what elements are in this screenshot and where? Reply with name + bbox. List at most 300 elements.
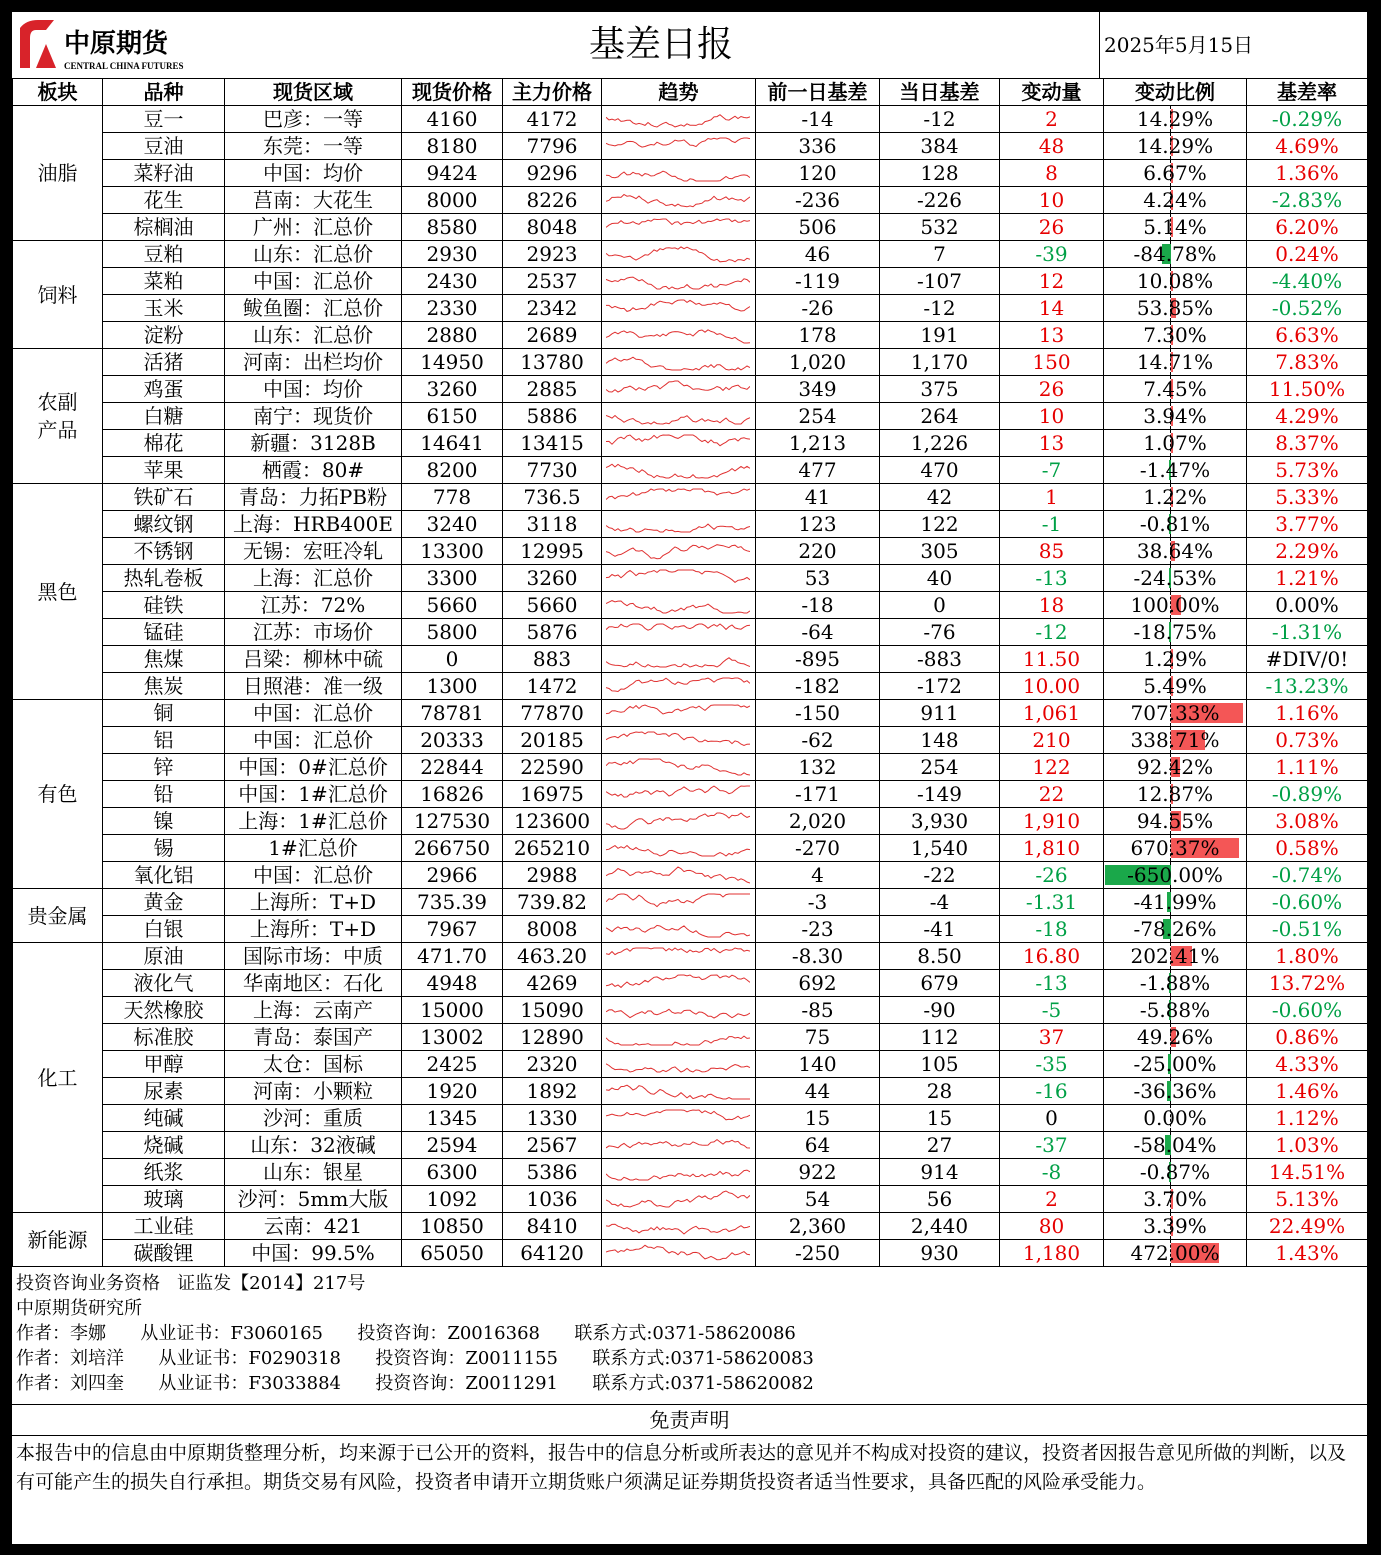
prev-basis: 15 [756,1105,880,1132]
column-header: 现货价格 [402,79,503,106]
disclaimer-text: 本报告中的信息由中原期货整理分析，均来源于已公开的资料，报告中的信息分析或所表达的意见并不构成对投资的建议，投资者因报告意见所做的判断，以及有可能产生的损失自行承担。期货交易有风险，投资者申请开立期货账户须满足证券期货投资者适当性要求，具备匹配的风险承受能力。 [16,1442,1347,1493]
ratio-value: 6.67% [1143,161,1207,185]
spot-region: 华南地区：石化 [225,970,402,997]
prev-basis: 4 [756,862,880,889]
cur-basis: 7 [880,241,1000,268]
cur-basis: 1,226 [880,430,1000,457]
basis-change: 10.00 [1000,673,1104,700]
basis-change: 26 [1000,376,1104,403]
product-name: 玻璃 [103,1186,225,1213]
trend-cell [602,565,756,592]
basis-rate: 5.73% [1247,457,1368,484]
cur-basis: 40 [880,565,1000,592]
basis-rate: 0.86% [1247,1024,1368,1051]
trend-cell [602,970,756,997]
spot-region: 云南：421 [225,1213,402,1240]
cur-basis: 42 [880,484,1000,511]
ratio-value: -5.88% [1139,998,1211,1022]
ratio-value: 4.24% [1143,188,1207,212]
spot-price: 1920 [402,1078,503,1105]
change-ratio [1104,1051,1247,1078]
main-price: 1892 [503,1078,602,1105]
cur-basis: -90 [880,997,1000,1024]
main-price: 15090 [503,997,602,1024]
basis-rate: 0.58% [1247,835,1368,862]
logo-cn: 中原期货 [64,29,169,59]
change-ratio [1104,106,1247,133]
basis-rate: 0.24% [1247,241,1368,268]
spot-region: 栖霞：80# [225,457,402,484]
change-ratio [1104,673,1247,700]
spot-region: 新疆：3128B [225,430,402,457]
spot-price: 22844 [402,754,503,781]
main-price: 20185 [503,727,602,754]
basis-change: -7 [1000,457,1104,484]
trend-sparkline [606,757,750,777]
spot-region: 中国：0#汇总价 [225,754,402,781]
basis-change: -12 [1000,619,1104,646]
change-ratio [1104,646,1247,673]
ratio-value: 7.45% [1143,377,1207,401]
trend-cell [602,538,756,565]
ratio-value: 1.07% [1143,431,1207,455]
ratio-value: -78.26% [1133,917,1217,941]
column-header: 品种 [103,79,225,106]
prev-basis: 53 [756,565,880,592]
basis-rate: 1.11% [1247,754,1368,781]
ratio-value: 10.08% [1136,269,1214,293]
main-price: 8008 [503,916,602,943]
change-ratio [1104,1078,1247,1105]
product-name: 豆一 [103,106,225,133]
product-name: 淀粉 [103,322,225,349]
trend-cell [602,484,756,511]
prev-basis: 220 [756,538,880,565]
table-row [13,106,1368,133]
product-name: 铝 [103,727,225,754]
table-row [13,943,1368,970]
table-row [13,619,1368,646]
prev-basis: -23 [756,916,880,943]
change-ratio [1104,997,1247,1024]
trend-sparkline [606,946,750,966]
product-name: 镍 [103,808,225,835]
basis-change: 10 [1000,187,1104,214]
spot-price: 1092 [402,1186,503,1213]
spot-region: 上海：汇总价 [225,565,402,592]
trend-sparkline [606,271,750,291]
cur-basis: 191 [880,322,1000,349]
trend-sparkline [606,1108,750,1128]
cur-basis: -107 [880,268,1000,295]
prev-basis: -250 [756,1240,880,1267]
cur-basis: -172 [880,673,1000,700]
spot-price: 2330 [402,295,503,322]
basis-rate: -2.83% [1247,187,1368,214]
institute: 中原期货研究所 [16,1298,142,1319]
prev-basis: 254 [756,403,880,430]
product-name: 碳酸锂 [103,1240,225,1267]
trend-cell [602,835,756,862]
trend-sparkline [606,784,750,804]
basis-table [12,78,1368,1267]
basis-change: -1.31 [1000,889,1104,916]
change-ratio [1104,781,1247,808]
product-name: 原油 [103,943,225,970]
table-row [13,727,1368,754]
basis-rate: -0.60% [1247,889,1368,916]
report-title: 基差日报 [588,24,733,65]
cur-basis: 911 [880,700,1000,727]
spot-region: 巴彦：一等 [225,106,402,133]
table-row [13,430,1368,457]
change-ratio [1104,835,1247,862]
change-ratio [1104,457,1247,484]
basis-change: 2 [1000,106,1104,133]
ratio-value: -25.00% [1133,1052,1217,1076]
prev-basis: 64 [756,1132,880,1159]
main-price: 13780 [503,349,602,376]
basis-rate: 14.51% [1247,1159,1368,1186]
spot-price: 471.70 [402,943,503,970]
basis-change: 22 [1000,781,1104,808]
product-name: 焦煤 [103,646,225,673]
qualification: 投资咨询业务资格 证监发【2014】217号 [16,1273,366,1294]
trend-cell [602,1159,756,1186]
basis-rate: -0.29% [1247,106,1368,133]
cur-basis: 56 [880,1186,1000,1213]
basis-rate: 11.50% [1247,376,1368,403]
ratio-value: 12.87% [1136,782,1214,806]
spot-price: 735.39 [402,889,503,916]
basis-rate: -1.31% [1247,619,1368,646]
trend-cell [602,1240,756,1267]
prev-basis: 123 [756,511,880,538]
ratio-value: 3.39% [1143,1214,1207,1238]
spot-region: 中国：1#汇总价 [225,781,402,808]
ratio-value: 49.26% [1136,1025,1214,1049]
main-price: 5386 [503,1159,602,1186]
basis-rate: 1.12% [1247,1105,1368,1132]
trend-cell [602,646,756,673]
spot-price: 5660 [402,592,503,619]
spot-price: 65050 [402,1240,503,1267]
basis-change: 122 [1000,754,1104,781]
spot-price: 266750 [402,835,503,862]
prev-basis: -85 [756,997,880,1024]
trend-cell [602,862,756,889]
change-ratio [1104,133,1247,160]
trend-sparkline [606,730,750,750]
cur-basis: 8.50 [880,943,1000,970]
trend-sparkline [606,487,750,507]
product-name: 工业硅 [103,1213,225,1240]
basis-change: 1,180 [1000,1240,1104,1267]
spot-region: 中国：汇总价 [225,700,402,727]
main-price: 12890 [503,1024,602,1051]
basis-rate: 6.20% [1247,214,1368,241]
prev-basis: -8.30 [756,943,880,970]
change-ratio [1104,889,1247,916]
product-name: 菜籽油 [103,160,225,187]
cur-basis: 28 [880,1078,1000,1105]
spot-region: 上海：HRB400E [225,511,402,538]
spot-price: 7967 [402,916,503,943]
spot-price: 1345 [402,1105,503,1132]
product-name: 菜粕 [103,268,225,295]
ratio-value: 707.33% [1130,701,1220,725]
spot-price: 14641 [402,430,503,457]
basis-rate: 2.29% [1247,538,1368,565]
trend-cell [602,1213,756,1240]
table-row [13,214,1368,241]
trend-cell [602,430,756,457]
basis-rate: 8.37% [1247,430,1368,457]
table-row [13,1213,1368,1240]
basis-change: 11.50 [1000,646,1104,673]
trend-sparkline [606,622,750,642]
column-header: 基差率 [1247,79,1368,106]
table-row [13,862,1368,889]
main-price: 5876 [503,619,602,646]
trend-cell [602,1051,756,1078]
table-row [13,511,1368,538]
basis-rate: #DIV/0! [1247,646,1368,673]
disclaimer-title: 免责声明 [12,1404,1367,1436]
product-name: 锰硅 [103,619,225,646]
cur-basis: 1,170 [880,349,1000,376]
change-ratio [1104,1186,1247,1213]
cur-basis: 1,540 [880,835,1000,862]
change-ratio [1104,241,1247,268]
basis-change: -35 [1000,1051,1104,1078]
spot-price: 10850 [402,1213,503,1240]
product-name: 豆粕 [103,241,225,268]
main-price: 2689 [503,322,602,349]
column-header: 变动比例 [1104,79,1247,106]
spot-price: 16826 [402,781,503,808]
basis-rate: 13.72% [1247,970,1368,997]
ratio-value: 670.37% [1130,836,1220,860]
cur-basis: -226 [880,187,1000,214]
product-name: 黄金 [103,889,225,916]
product-name: 不锈钢 [103,538,225,565]
cur-basis: 532 [880,214,1000,241]
spot-price: 9424 [402,160,503,187]
main-price: 13415 [503,430,602,457]
product-name: 锡 [103,835,225,862]
spot-price: 20333 [402,727,503,754]
table-row [13,1159,1368,1186]
cur-basis: -4 [880,889,1000,916]
spot-region: 南宁：现货价 [225,403,402,430]
table-row [13,322,1368,349]
basis-rate: -0.89% [1247,781,1368,808]
spot-price: 3300 [402,565,503,592]
spot-price: 2880 [402,322,503,349]
prev-basis: -119 [756,268,880,295]
table-row [13,457,1368,484]
basis-rate: 7.83% [1247,349,1368,376]
product-name: 液化气 [103,970,225,997]
spot-price: 6300 [402,1159,503,1186]
ratio-value: 5.14% [1143,215,1207,239]
trend-sparkline [606,217,750,237]
main-price: 2567 [503,1132,602,1159]
table-row [13,403,1368,430]
spot-region: 上海：1#汇总价 [225,808,402,835]
cur-basis: 128 [880,160,1000,187]
main-price: 1036 [503,1186,602,1213]
change-ratio [1104,808,1247,835]
column-header: 主力价格 [503,79,602,106]
cur-basis: -883 [880,646,1000,673]
prev-basis: 2,360 [756,1213,880,1240]
prev-basis: -62 [756,727,880,754]
spot-region: 中国：汇总价 [225,727,402,754]
basis-rate: 4.33% [1247,1051,1368,1078]
product-name: 鸡蛋 [103,376,225,403]
trend-cell [602,754,756,781]
section-label: 油脂 [13,106,103,241]
ratio-value: 53.85% [1136,296,1214,320]
basis-change: 210 [1000,727,1104,754]
basis-change: 1 [1000,484,1104,511]
table-row [13,349,1368,376]
spot-region: 沙河：重质 [225,1105,402,1132]
prev-basis: -270 [756,835,880,862]
prev-basis: -171 [756,781,880,808]
spot-price: 1300 [402,673,503,700]
change-ratio [1104,916,1247,943]
logo-en: CENTRAL CHINA FUTURES [64,61,184,71]
prev-basis: 506 [756,214,880,241]
spot-region: 山东：汇总价 [225,241,402,268]
cur-basis: 15 [880,1105,1000,1132]
trend-sparkline [606,703,750,723]
basis-change: -1 [1000,511,1104,538]
ratio-value: 14.71% [1136,350,1214,374]
change-ratio [1104,754,1247,781]
main-price: 265210 [503,835,602,862]
basis-change: 37 [1000,1024,1104,1051]
trend-sparkline [606,595,750,615]
spot-price: 8200 [402,457,503,484]
spot-region: 沙河：5mm大版 [225,1186,402,1213]
change-ratio [1104,295,1247,322]
trend-sparkline [606,163,750,183]
spot-price: 13300 [402,538,503,565]
basis-change: 8 [1000,160,1104,187]
trend-cell [602,727,756,754]
spot-price: 4160 [402,106,503,133]
table-row [13,187,1368,214]
prev-basis: 1,213 [756,430,880,457]
product-name: 天然橡胶 [103,997,225,1024]
prev-basis: 44 [756,1078,880,1105]
spot-price: 8580 [402,214,503,241]
ratio-value: -24.53% [1133,566,1217,590]
ratio-value: -58.04% [1133,1133,1217,1157]
prev-basis: -18 [756,592,880,619]
cur-basis: 930 [880,1240,1000,1267]
product-name: 棕榈油 [103,214,225,241]
cur-basis: 384 [880,133,1000,160]
change-ratio [1104,322,1247,349]
basis-rate: 1.16% [1247,700,1368,727]
trend-sparkline [606,460,750,480]
prev-basis: 1,020 [756,349,880,376]
change-ratio [1104,268,1247,295]
basis-change: -18 [1000,916,1104,943]
trend-sparkline [606,352,750,372]
spot-region: 国际市场：中质 [225,943,402,970]
main-price: 8226 [503,187,602,214]
main-price: 64120 [503,1240,602,1267]
table-row [13,1078,1368,1105]
main-price: 77870 [503,700,602,727]
table-row [13,484,1368,511]
basis-rate: -0.52% [1247,295,1368,322]
ratio-value: -1.47% [1139,458,1211,482]
table-row [13,916,1368,943]
cur-basis: -149 [880,781,1000,808]
spot-price: 8180 [402,133,503,160]
section-label: 黑色 [13,484,103,700]
table-row [13,295,1368,322]
cur-basis: 264 [880,403,1000,430]
trend-cell [602,673,756,700]
spot-region: 上海：云南产 [225,997,402,1024]
change-ratio [1104,619,1247,646]
basis-change: 13 [1000,430,1104,457]
basis-rate: 1.80% [1247,943,1368,970]
trend-sparkline [606,1027,750,1047]
table-row [13,754,1368,781]
ratio-value: -41.99% [1133,890,1217,914]
spot-region: 中国：均价 [225,160,402,187]
spot-region: 江苏：市场价 [225,619,402,646]
prev-basis: 140 [756,1051,880,1078]
trend-sparkline [606,1216,750,1236]
trend-cell [602,619,756,646]
spot-price: 15000 [402,997,503,1024]
product-name: 螺纹钢 [103,511,225,538]
main-price: 3118 [503,511,602,538]
prev-basis: 922 [756,1159,880,1186]
spot-price: 2930 [402,241,503,268]
trend-cell [602,592,756,619]
basis-change: -39 [1000,241,1104,268]
basis-change: 48 [1000,133,1104,160]
ratio-value: 3.94% [1143,404,1207,428]
spot-price: 127530 [402,808,503,835]
footer [12,1271,1367,1396]
main-price: 22590 [503,754,602,781]
change-ratio [1104,403,1247,430]
ratio-value: 92.42% [1136,755,1214,779]
trend-sparkline [606,514,750,534]
trend-cell [602,1024,756,1051]
basis-daily-report [12,12,1367,1544]
main-price: 2923 [503,241,602,268]
spot-price: 0 [402,646,503,673]
prev-basis: 477 [756,457,880,484]
main-price: 3260 [503,565,602,592]
main-price: 4269 [503,970,602,997]
table-row [13,538,1368,565]
section-label: 化工 [13,943,103,1213]
